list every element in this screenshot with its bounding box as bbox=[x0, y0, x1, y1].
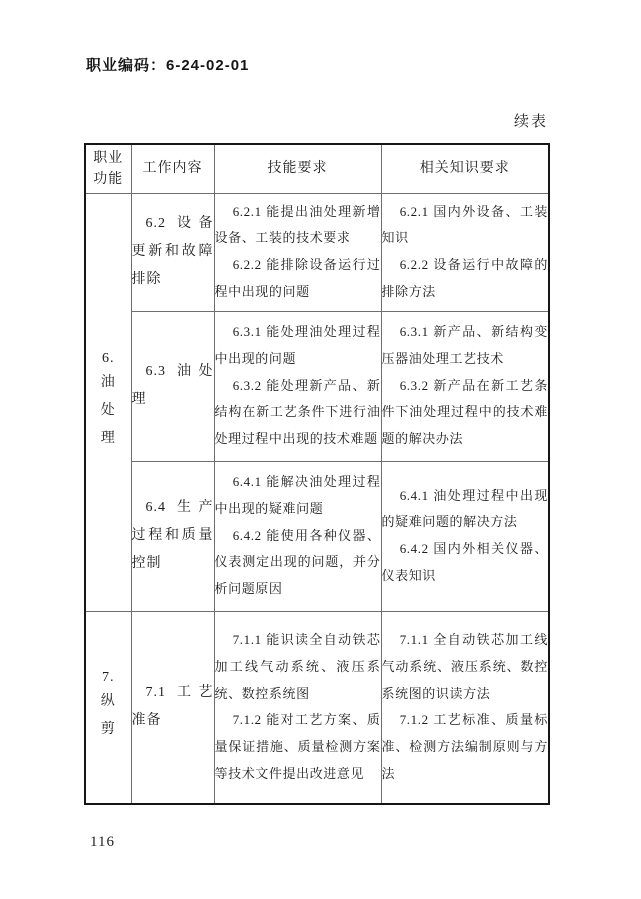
work-content-text: 6.4 生产过程和质量控制 bbox=[131, 500, 214, 571]
page-number: 116 bbox=[90, 834, 115, 850]
table-row bbox=[85, 311, 549, 461]
function-name: 油处理 bbox=[100, 375, 116, 446]
knowledge-item: 6.4.1 油处理过程中出现的疑难问题的解决方法 bbox=[381, 487, 548, 530]
skill-requirements-cell bbox=[214, 611, 381, 804]
skill-item: 7.1.1 能识读全自动铁芯加工线气动系统、液压系统、数控系统图 bbox=[214, 632, 381, 701]
work-content-cell bbox=[131, 311, 214, 461]
table-row bbox=[85, 611, 549, 804]
knowledge-requirements-cell bbox=[381, 311, 549, 461]
table-row bbox=[85, 461, 549, 611]
skill-requirements-cell bbox=[214, 461, 381, 611]
knowledge-item: 6.3.2 新产品在新工艺条件下油处理过程中的技术难题的解决办法 bbox=[381, 377, 548, 446]
function-number: 7. bbox=[102, 670, 115, 686]
skill-requirements-cell bbox=[214, 193, 381, 311]
occupation-code: 职业编码：6-24-02-01 bbox=[86, 57, 250, 74]
work-content-cell bbox=[131, 461, 214, 611]
work-content-text: 6.3 油处理 bbox=[131, 364, 214, 407]
knowledge-item: 7.1.2 工艺标准、质量标准、检测方法编制原则与方法 bbox=[381, 712, 548, 781]
work-content-text: 7.1 工艺准备 bbox=[131, 685, 214, 729]
skill-item: 6.3.2 能处理新产品、新结构在新工艺条件下进行油处理过程中出现的技术难题 bbox=[214, 377, 381, 446]
skill-item: 7.1.2 能对工艺方案、质量保证措施、质量检测方案等技术文件提出改进意见 bbox=[214, 712, 381, 781]
skill-item: 6.2.1 能提出油处理新增设备、工装的技术要求 bbox=[214, 203, 381, 246]
work-content-text: 6.2 设备更新和故障排除 bbox=[131, 216, 214, 287]
table-header-row bbox=[85, 144, 549, 193]
job-spec-table bbox=[84, 143, 550, 805]
header-work-content: 工作内容 bbox=[131, 144, 214, 193]
work-content-cell bbox=[131, 193, 214, 311]
continued-table-label: 续表 bbox=[513, 114, 548, 130]
knowledge-item: 6.2.2 设备运行中故障的排除方法 bbox=[381, 257, 548, 299]
knowledge-item: 7.1.1 全自动铁芯加工线气动系统、液压系统、数控系统图的识读方法 bbox=[381, 632, 548, 701]
knowledge-item: 6.4.2 国内外相关仪器、仪表知识 bbox=[381, 541, 548, 583]
knowledge-requirements-cell bbox=[381, 461, 549, 611]
header-knowledge-requirements: 相关知识要求 bbox=[381, 144, 549, 193]
function-cell-oil-processing bbox=[85, 193, 131, 611]
function-number: 6. bbox=[102, 351, 115, 366]
function-cell-slitting bbox=[85, 611, 131, 804]
knowledge-requirements-cell bbox=[381, 611, 549, 804]
function-name: 纵剪 bbox=[100, 694, 116, 738]
header-skill-requirements: 技能要求 bbox=[214, 144, 381, 193]
skill-item: 6.4.1 能解决油处理过程中出现的疑难问题 bbox=[214, 474, 381, 517]
skill-item: 6.2.2 能排除设备运行过程中出现的问题 bbox=[214, 257, 381, 299]
skill-requirements-cell bbox=[214, 311, 381, 461]
header-occupational-function: 职业功能 bbox=[85, 144, 131, 193]
knowledge-item: 6.2.1 国内外设备、工装知识 bbox=[381, 203, 548, 246]
work-content-cell bbox=[131, 611, 214, 804]
knowledge-item: 6.3.1 新产品、新结构变压器油处理工艺技术 bbox=[381, 324, 548, 367]
knowledge-requirements-cell bbox=[381, 193, 549, 311]
skill-item: 6.3.1 能处理油处理过程中出现的问题 bbox=[214, 324, 381, 367]
table-row bbox=[85, 193, 549, 311]
skill-item: 6.4.2 能使用各种仪器、仪表测定出现的问题，并分析问题原因 bbox=[214, 527, 381, 596]
